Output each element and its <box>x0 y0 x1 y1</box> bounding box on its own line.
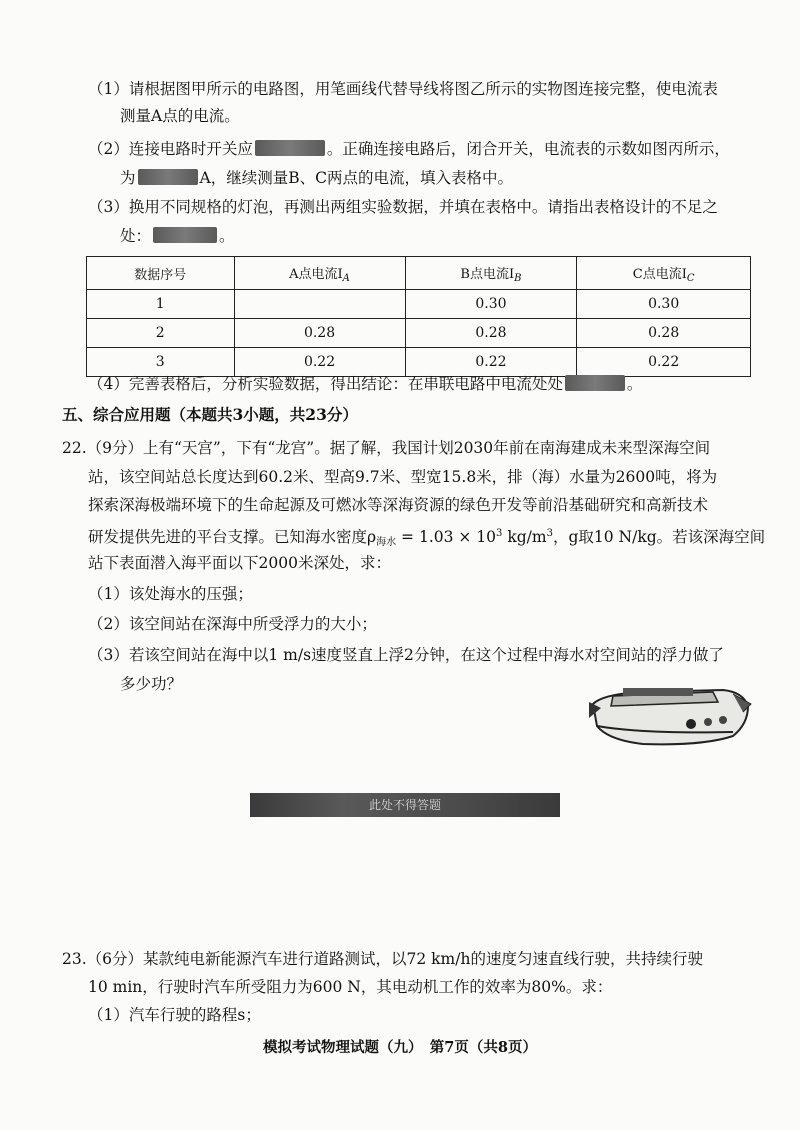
section-heading: 五、综合应用题（本题共3小题，共23分） <box>62 405 358 424</box>
header-text: C点电流I <box>632 266 687 282</box>
q22-sub3-line1: （3）若该空间站在海中以1 m/s速度竖直上浮2分钟，在这个过程中海水对空间站的浮力做了 <box>88 646 724 664</box>
header-sub: C <box>686 272 695 284</box>
q21-part1-line2: 测量A点的电流。 <box>120 107 240 125</box>
table-cell: 3 <box>87 348 235 377</box>
table-cell: 0.30 <box>577 290 751 319</box>
q22-line4-text: kg/m <box>502 528 547 546</box>
table-header-cell <box>234 257 405 290</box>
q21-part4-suffix: 。 <box>626 375 643 393</box>
q22-sub3-line2: 多少功？ <box>120 675 183 693</box>
header-text: A点电流I <box>289 266 343 282</box>
deck-structure <box>623 688 693 696</box>
q23-line2: 10 min，行驶时汽车所受阻力为600 N，其电动机工作的效率为80%。求： <box>88 978 613 996</box>
answer-blank-conclusion[interactable] <box>565 375 625 391</box>
header-text: B点电流I <box>460 266 515 282</box>
q21-part3-suffix: 。 <box>219 227 235 245</box>
table-cell: 2 <box>87 319 235 348</box>
q22-line1: 22.（9分）上有“天宫”，下有“龙宫”。据了解，我国计划2030年前在南海建成未来型深海空间 <box>62 439 711 457</box>
table-header-cell <box>577 257 751 290</box>
q22-line5: 站下表面潜入海平面以下2000米深处，求： <box>88 554 391 572</box>
table-cell: 0.22 <box>577 348 751 377</box>
q21-part4-prefix: （4）完善表格后，分析实验数据，得出结论：在串联电路中电流处处 <box>88 375 563 393</box>
q22-line3: 探索深海极端环境下的生命起源及可燃冰等深海资源的绿色开发等前沿基础研究和高新技术 <box>88 496 709 514</box>
q22-line2: 站，该空间站总长度达到60.2米、型高9.7米、型宽15.8米，排（海）水量为2600吨，将为 <box>88 468 718 486</box>
deep-sea-station-illustration <box>583 674 753 754</box>
q21-part2-line2 <box>120 167 513 189</box>
table-cell: 0.30 <box>405 290 577 319</box>
table-cell: 0.22 <box>234 348 405 377</box>
q21-part4-line <box>88 373 642 395</box>
table-cell: 0.28 <box>577 319 751 348</box>
answer-blank-table-flaw[interactable] <box>153 227 217 243</box>
table-cell: 0.28 <box>234 319 405 348</box>
table-cell-empty[interactable] <box>234 290 405 319</box>
table-row <box>87 290 751 319</box>
q23-line1: 23.（6分）某款纯电新能源汽车进行道路测试，以72 km/h的速度匀速直线行驶，共持续行驶 <box>62 950 703 968</box>
q22-line4-text: = 1.03 × 10 <box>396 528 497 546</box>
page-footer: 模拟考试物理试题（九） 第7页（共8页） <box>263 1039 537 1056</box>
no-answer-zone-banner <box>250 793 560 817</box>
q22-line4 <box>88 523 765 554</box>
q21-part2-prefix: （2）连接电路时开关应 <box>88 140 253 158</box>
data-table <box>86 256 751 377</box>
exponent: 3 <box>546 528 553 539</box>
header-sub: A <box>342 272 350 284</box>
q22-line4-text: ，g取10 N/kg。若该深海空间 <box>552 528 766 546</box>
table-header-cell <box>405 257 577 290</box>
q21-part3-line2 <box>120 225 235 247</box>
table-cell: 0.22 <box>405 348 577 377</box>
table-cell: 0.28 <box>405 319 577 348</box>
q21-part2-line2-prefix: 为 <box>120 169 136 187</box>
table-header-cell <box>87 257 235 290</box>
header-sub: B <box>514 272 522 284</box>
q22-sub1: （1）该处海水的压强； <box>88 585 253 603</box>
q22-sub2: （2）该空间站在深海中所受浮力的大小； <box>88 615 377 633</box>
q21-part2-line1 <box>88 138 730 160</box>
q21-part2-line2-suffix: A，继续测量B、C两点的电流，填入表格中。 <box>199 169 513 187</box>
header-text: 数据序号 <box>134 267 187 283</box>
q21-part2-suffix: 。正确连接电路后，闭合开关，电流表的示数如图丙所示， <box>326 140 730 158</box>
q21-part3-line1: （3）换用不同规格的灯泡，再测出两组实验数据，并填在表格中。请指出表格设计的不足之 <box>88 198 718 216</box>
table-header-row <box>87 257 751 290</box>
no-answer-label: 此处不得答题 <box>368 798 441 812</box>
exponent: 3 <box>496 528 503 539</box>
answer-blank-current[interactable] <box>138 169 198 185</box>
q21-part3-prefix: 处： <box>120 227 152 245</box>
table-cell: 1 <box>87 290 235 319</box>
q21-part1-line1: （1）请根据图甲所示的电路图，用笔画线代替导线将图乙所示的实物图连接完整，使电流表 <box>88 80 718 98</box>
q23-sub1: （1）汽车行驶的路程s； <box>88 1006 261 1024</box>
q22-line4-text: 研发提供先进的平台支撑。已知海水密度ρ <box>88 528 377 546</box>
density-subscript: 海水 <box>376 537 397 548</box>
answer-blank-switch[interactable] <box>255 140 325 156</box>
table-row <box>87 319 751 348</box>
